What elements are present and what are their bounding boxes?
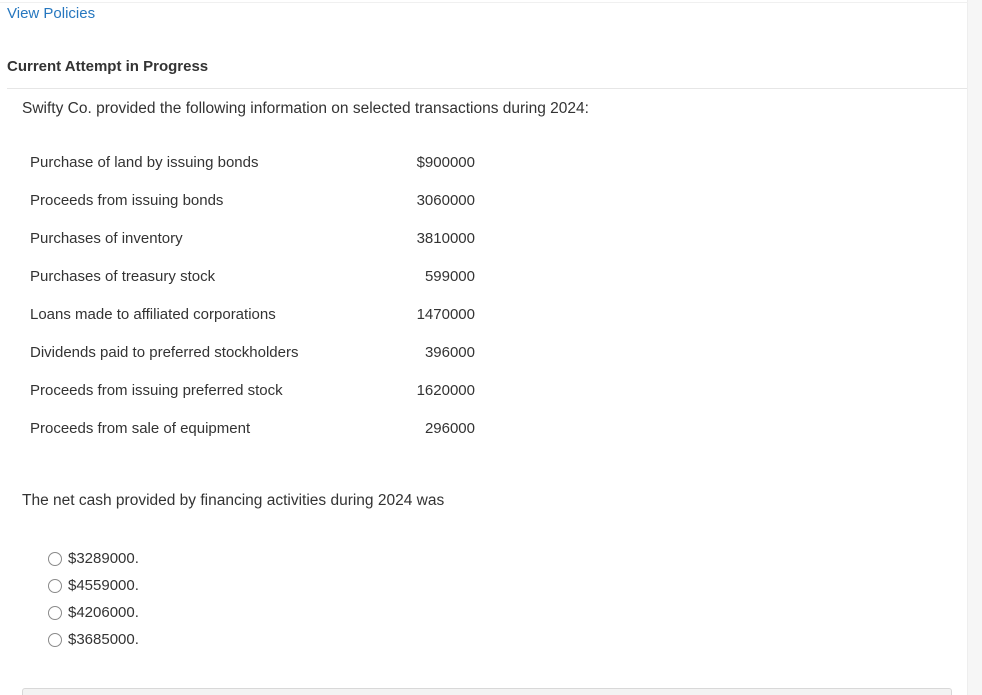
table-row: [30, 295, 475, 333]
transaction-value: 296000: [424, 419, 475, 437]
transaction-label: Purchase of land by issuing bonds: [30, 153, 259, 171]
transaction-value: $900000: [416, 153, 475, 171]
radio-button[interactable]: [48, 552, 62, 566]
section-divider: [7, 88, 967, 89]
table-row: [30, 371, 475, 409]
transaction-label: Purchases of inventory: [30, 229, 183, 247]
answer-option-b[interactable]: [48, 572, 139, 599]
transaction-label: Proceeds from sale of equipment: [30, 419, 251, 437]
table-row: [30, 333, 475, 371]
transaction-label: Proceeds from issuing bonds: [30, 191, 224, 209]
transaction-value: 396000: [424, 343, 475, 361]
table-row: [30, 143, 475, 181]
attempt-title: Current Attempt in Progress: [7, 58, 209, 75]
scroll-gutter: [968, 0, 982, 695]
option-label: $4206000.: [68, 604, 139, 621]
transaction-value: 3060000: [416, 191, 475, 209]
radio-button[interactable]: [48, 633, 62, 647]
option-label: $3289000.: [68, 550, 139, 567]
transaction-label: Proceeds from issuing preferred stock: [30, 381, 283, 399]
table-row: [30, 409, 475, 447]
question-intro: Swifty Co. provided the following information on selected transactions during 2024:: [22, 100, 589, 117]
transaction-label: Dividends paid to preferred stockholders: [30, 343, 299, 361]
option-label: $3685000.: [68, 631, 139, 648]
transaction-label: Loans made to affiliated corporations: [30, 305, 276, 323]
transaction-label: Purchases of treasury stock: [30, 267, 216, 285]
transaction-value: 599000: [424, 267, 475, 285]
radio-button[interactable]: [48, 606, 62, 620]
question-prompt: The net cash provided by financing activities during 2024 was: [22, 492, 445, 509]
radio-button[interactable]: [48, 579, 62, 593]
answer-options: [48, 545, 139, 653]
solution-panel: [22, 688, 952, 695]
transaction-value: 1470000: [416, 305, 475, 323]
transactions-table: [30, 143, 475, 447]
top-divider: [0, 2, 968, 3]
answer-option-d[interactable]: [48, 626, 139, 653]
answer-option-c[interactable]: [48, 599, 139, 626]
option-label: $4559000.: [68, 577, 139, 594]
view-policies-link[interactable]: View Policies: [7, 5, 96, 22]
transaction-value: 3810000: [416, 229, 475, 247]
transaction-value: 1620000: [416, 381, 475, 399]
table-row: [30, 219, 475, 257]
table-row: [30, 257, 475, 295]
answer-option-a[interactable]: [48, 545, 139, 572]
table-row: [30, 181, 475, 219]
